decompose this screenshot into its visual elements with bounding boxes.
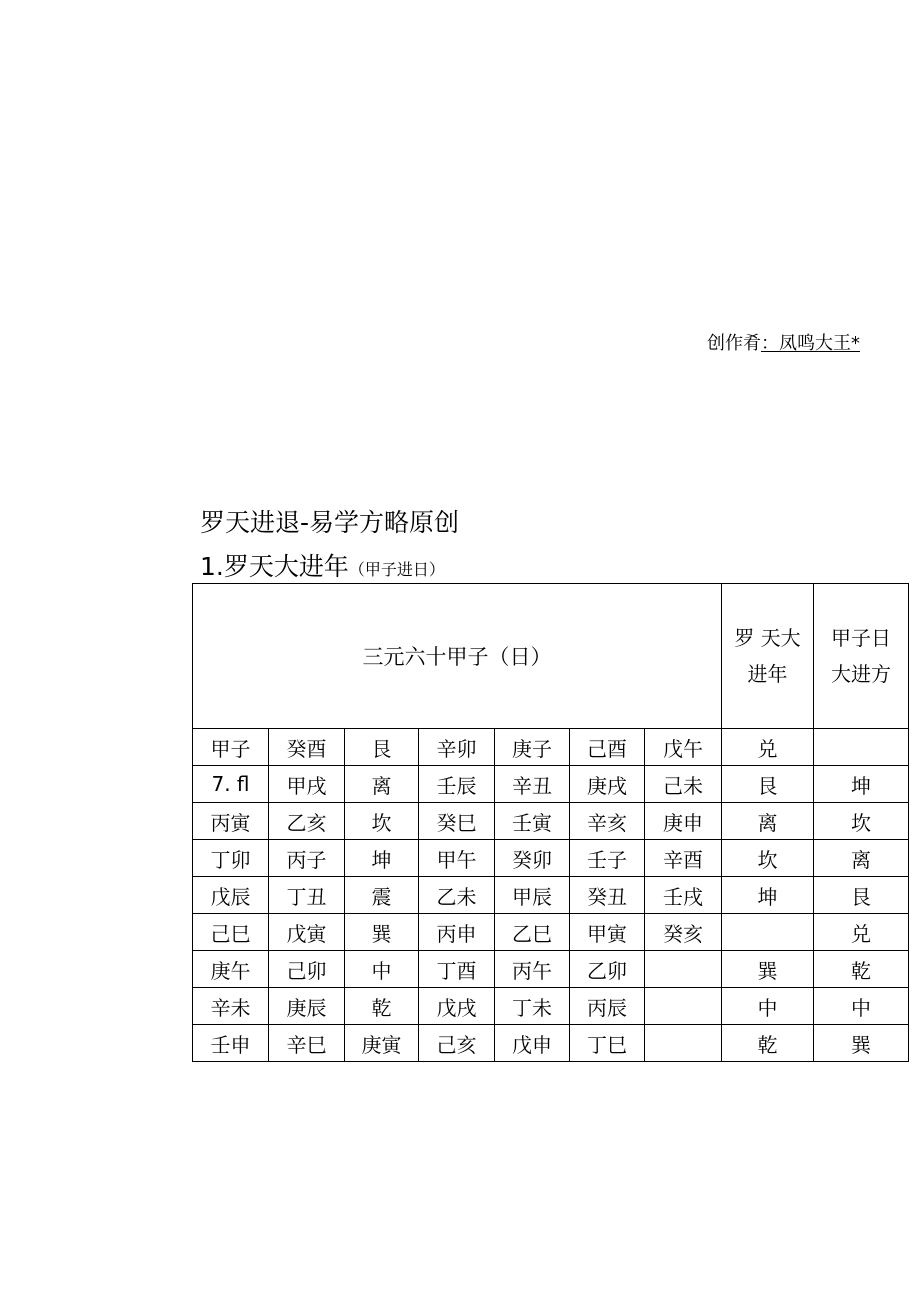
author-separator: ： <box>761 333 779 354</box>
table-cell: 艮 <box>814 877 909 914</box>
table-row <box>193 803 909 840</box>
table-cell: 离 <box>814 840 909 877</box>
table-cell: 辛未 <box>193 988 269 1025</box>
table-cell: 甲寅 <box>570 914 645 951</box>
table-cell: 坎 <box>814 803 909 840</box>
table-cell: 癸亥 <box>645 914 722 951</box>
table-cell: 己卯 <box>269 951 345 988</box>
table-cell: 离 <box>345 766 419 803</box>
table-cell: 震 <box>345 877 419 914</box>
table-cell <box>722 914 814 951</box>
table-cell: 辛卯 <box>419 729 495 766</box>
table-cell: 乙卯 <box>570 951 645 988</box>
table-cell: 坤 <box>722 877 814 914</box>
table-cell: 庚寅 <box>345 1025 419 1062</box>
table-cell: 辛酉 <box>645 840 722 877</box>
table-cell <box>814 729 909 766</box>
table-cell: 辛亥 <box>570 803 645 840</box>
table-cell: 中 <box>722 988 814 1025</box>
author-name-underlined <box>761 333 860 354</box>
table-cell: 戊午 <box>645 729 722 766</box>
table-cell: 中 <box>814 988 909 1025</box>
table-row <box>193 1025 909 1062</box>
table-cell <box>645 951 722 988</box>
table-cell: 丁巳 <box>570 1025 645 1062</box>
table-cell: 乾 <box>345 988 419 1025</box>
table-cell: 戊戌 <box>419 988 495 1025</box>
table-row <box>193 840 909 877</box>
table-cell: 丙申 <box>419 914 495 951</box>
table-cell: 戊申 <box>495 1025 570 1062</box>
table-cell: 丁酉 <box>419 951 495 988</box>
table-cell <box>645 988 722 1025</box>
table-cell: 中 <box>345 951 419 988</box>
table-row <box>193 914 909 951</box>
table-cell: 坤 <box>814 766 909 803</box>
table-cell: 己巳 <box>193 914 269 951</box>
author-name: 凤鸣大王* <box>779 333 860 354</box>
table-cell: 甲子 <box>193 729 269 766</box>
table-cell: 7. fl <box>193 766 269 803</box>
table-cell: 坎 <box>345 803 419 840</box>
table-cell: 甲戌 <box>269 766 345 803</box>
table-cell: 甲辰 <box>495 877 570 914</box>
table-cell: 乾 <box>814 951 909 988</box>
table-cell: 丁卯 <box>193 840 269 877</box>
table-cell: 庚戌 <box>570 766 645 803</box>
table-cell: 癸巳 <box>419 803 495 840</box>
table-cell: 丁丑 <box>269 877 345 914</box>
table-cell: 癸卯 <box>495 840 570 877</box>
table-cell: 戊辰 <box>193 877 269 914</box>
table-cell <box>645 1025 722 1062</box>
table-cell: 己未 <box>645 766 722 803</box>
table-cell: 丙子 <box>269 840 345 877</box>
table-cell: 壬戌 <box>645 877 722 914</box>
table-cell: 乙巳 <box>495 914 570 951</box>
table-cell: 庚申 <box>645 803 722 840</box>
table-cell: 巽 <box>814 1025 909 1062</box>
table-cell: 戊寅 <box>269 914 345 951</box>
table-cell: 巽 <box>722 951 814 988</box>
table-cell: 癸丑 <box>570 877 645 914</box>
table-cell: 壬申 <box>193 1025 269 1062</box>
header-luotian-year: 罗 天大进年 <box>722 584 814 729</box>
table-cell: 丁未 <box>495 988 570 1025</box>
author-credit <box>707 332 860 356</box>
table-row <box>193 951 909 988</box>
header-jiazi-direction: 甲子日大进方 <box>814 584 909 729</box>
table-cell: 乙未 <box>419 877 495 914</box>
table-cell: 坤 <box>345 840 419 877</box>
table-cell: 巽 <box>345 914 419 951</box>
luotian-table <box>192 583 909 1062</box>
table-cell: 己酉 <box>570 729 645 766</box>
table-cell: 壬子 <box>570 840 645 877</box>
table-cell: 艮 <box>345 729 419 766</box>
table-cell: 丙午 <box>495 951 570 988</box>
table-cell: 壬寅 <box>495 803 570 840</box>
table-header-row <box>193 584 909 729</box>
table-cell: 辛巳 <box>269 1025 345 1062</box>
table-cell: 甲午 <box>419 840 495 877</box>
table-cell: 兑 <box>722 729 814 766</box>
table-row <box>193 766 909 803</box>
table-cell: 乾 <box>722 1025 814 1062</box>
table-cell: 庚子 <box>495 729 570 766</box>
table-cell: 癸酉 <box>269 729 345 766</box>
table-row <box>193 729 909 766</box>
header-sixty-jiazi: 三元六十甲子（日） <box>193 584 722 729</box>
author-label: 创作肴 <box>707 333 761 354</box>
table-cell: 离 <box>722 803 814 840</box>
table-cell: 乙亥 <box>269 803 345 840</box>
table-cell: 庚午 <box>193 951 269 988</box>
table-cell: 艮 <box>722 766 814 803</box>
document-title: 罗天进退-易学方略原创 <box>200 508 460 537</box>
table-row <box>193 877 909 914</box>
table-cell: 己亥 <box>419 1025 495 1062</box>
table-row <box>193 988 909 1025</box>
section-heading-note: （甲子进日） <box>348 560 445 579</box>
table-cell: 丙寅 <box>193 803 269 840</box>
section-heading <box>200 550 445 587</box>
table-cell: 壬辰 <box>419 766 495 803</box>
table-cell: 庚辰 <box>269 988 345 1025</box>
table-cell: 兑 <box>814 914 909 951</box>
table-cell: 丙辰 <box>570 988 645 1025</box>
table-cell: 坎 <box>722 840 814 877</box>
table-cell: 辛丑 <box>495 766 570 803</box>
section-heading-text: 1.罗天大进年 <box>200 552 349 581</box>
